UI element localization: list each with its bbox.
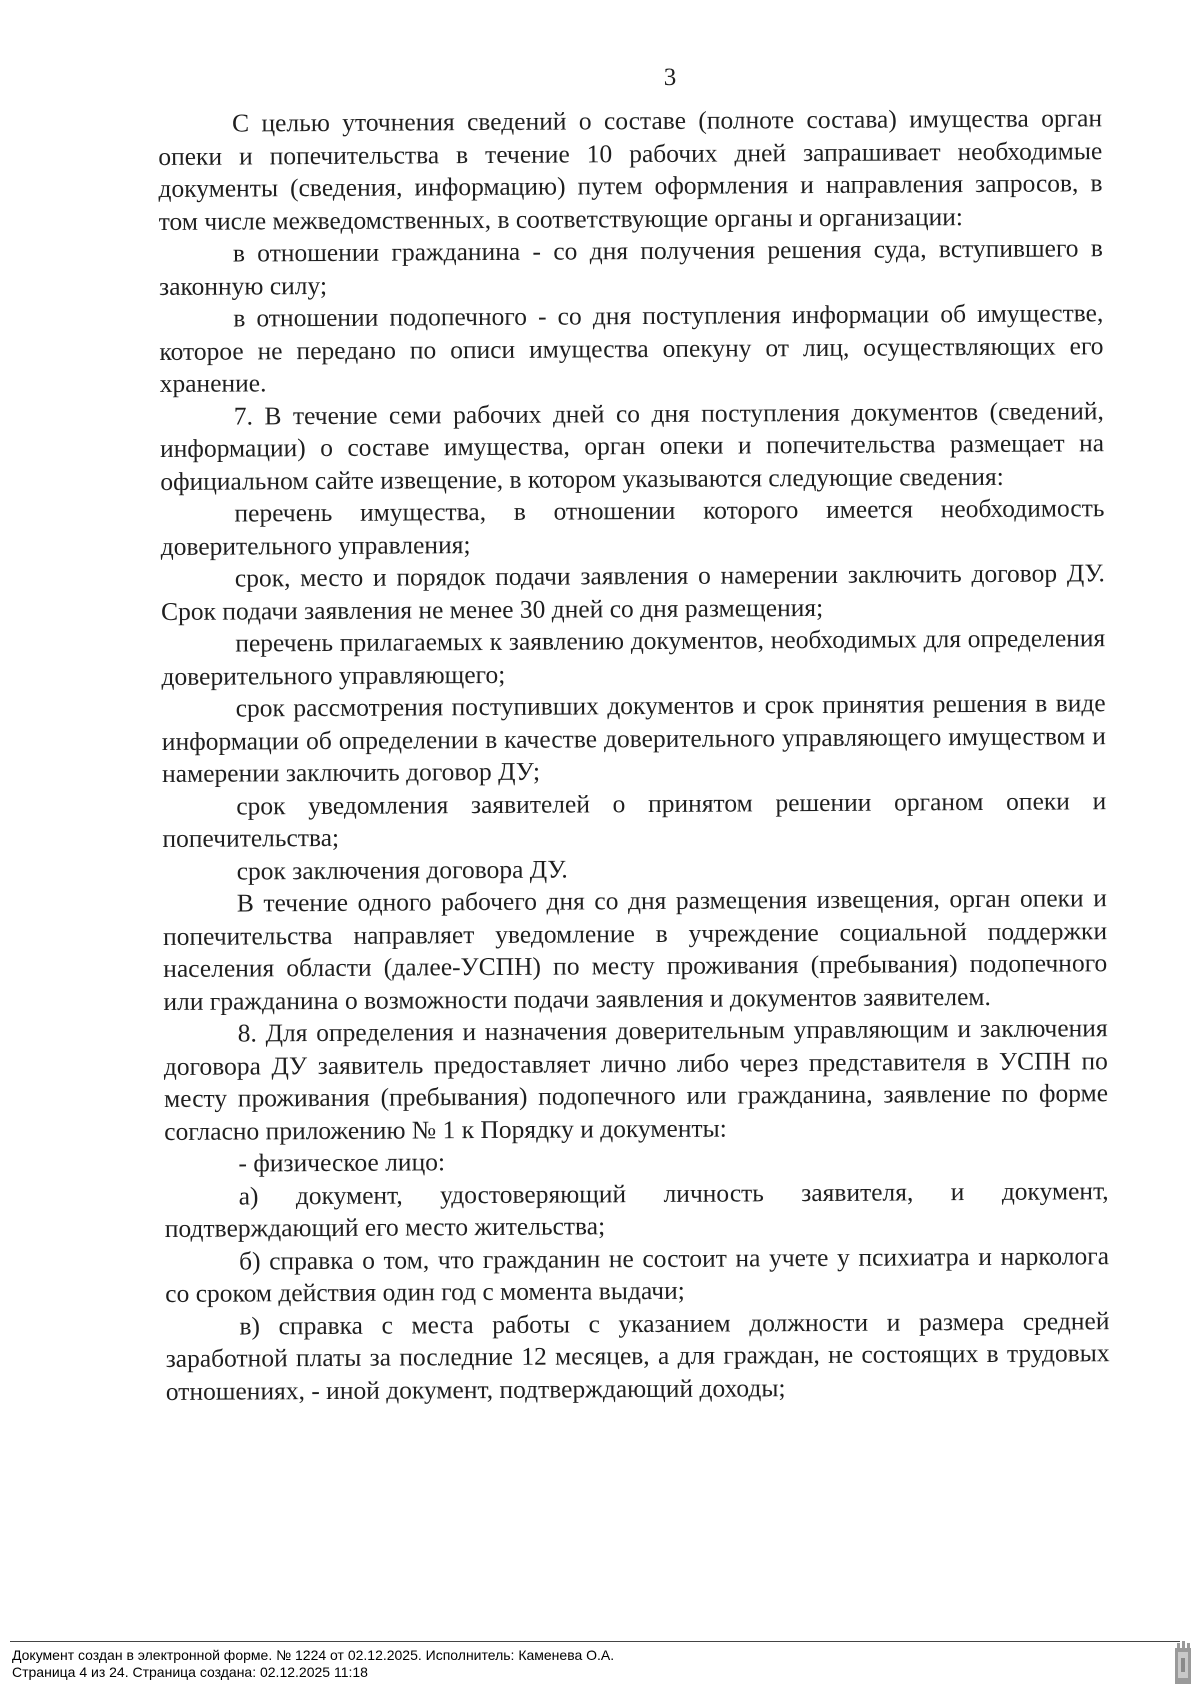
footer-divider (10, 1641, 1180, 1642)
paragraph: срок заключения договора ДУ. (236, 854, 568, 886)
paragraph: перечень имущества, в отношении которого имеется необходимость доверительного управления; (160, 493, 1105, 561)
paragraph: в отношении гражданина - со дня получения решения суда, вступившего в законную силу; (158, 233, 1103, 301)
coat-of-arms-icon (1172, 1640, 1194, 1688)
document-body (158, 102, 1110, 1408)
paragraph: срок рассмотрения поступивших документов и срок принятия решения в виде информации об определении в качестве доверительного управляющего имуществом и намерении заключить договор ДУ; (161, 688, 1106, 788)
footer-line-document-info: Документ создан в электронной форме. № 1224 от 02.12.2025. Исполнитель: Каменева О.А. (12, 1647, 615, 1663)
paragraph: в) справка с места работы с указанием должности и размера средней заработной платы за последние 12 месяцев, а для граждан, не состоящих в трудовых отношениях, - иной документ, подтверждающий доходы; (165, 1305, 1110, 1406)
paragraph: срок, место и порядок подачи заявления о намерении заключить договор ДУ. Срок подачи заявления не менее 30 дней со дня размещения; (160, 558, 1105, 626)
footer-line-page-info: Страница 4 из 24. Страница создана: 02.12.2025 11:18 (12, 1664, 368, 1680)
paragraph: 8. Для определения и назначения доверительным управляющим и заключения договора ДУ заявитель предоставляет лично либо через представителя в УСПН по месту проживания (пребывания) подопечного или гражданина, заявление по форме согласно приложению № 1 к Порядку и документы: (163, 1013, 1109, 1146)
paragraph: в отношении подопечного - со дня поступления информации об имуществе, которое не передано по описи имущества опекуну от лиц, осуществляющих его хранение. (159, 298, 1104, 398)
paragraph: В течение одного рабочего дня со дня размещения извещения, орган опеки и попечительства направляет уведомление в учреждение социальной поддержки населения области (далее-УСПН) по месту проживания (пребывания) подопечного или гражданина о возможности подачи заявления и документов заявителем. (162, 883, 1108, 1016)
paragraph: срок уведомления заявителей о принятом решении органом опеки и попечительства; (162, 785, 1107, 853)
paragraph: - физическое лицо: (238, 1147, 446, 1178)
paragraph: С целью уточнения сведений о составе (полноте состава) имущества орган опеки и попечительства в течение 10 рабочих дней запрашивает необходимые документы (сведения, информацию) путем оформления и направления запросов, в том числе межведомственных, в соответствующие органы и организации: (158, 103, 1103, 236)
page-number: 3 (663, 64, 677, 91)
document-footer (12, 1647, 614, 1681)
paragraph: а) документ, удостоверяющий личность заявителя, и документ, подтверждающий его место жительства; (164, 1175, 1109, 1243)
paragraph: 7. В течение семи рабочих дней со дня поступления документов (сведений, информации) о составе имущества, орган опеки и попечительства размещает на официальном сайте извещение, в котором указываются следующие сведения: (159, 395, 1105, 496)
paragraph: перечень прилагаемых к заявлению документов, необходимых для определения доверительного управляющего; (161, 623, 1106, 691)
paragraph: б) справка о том, что гражданин не состоит на учете у психиатра и нарколога со сроком действия один год с момента выдачи; (165, 1240, 1110, 1308)
